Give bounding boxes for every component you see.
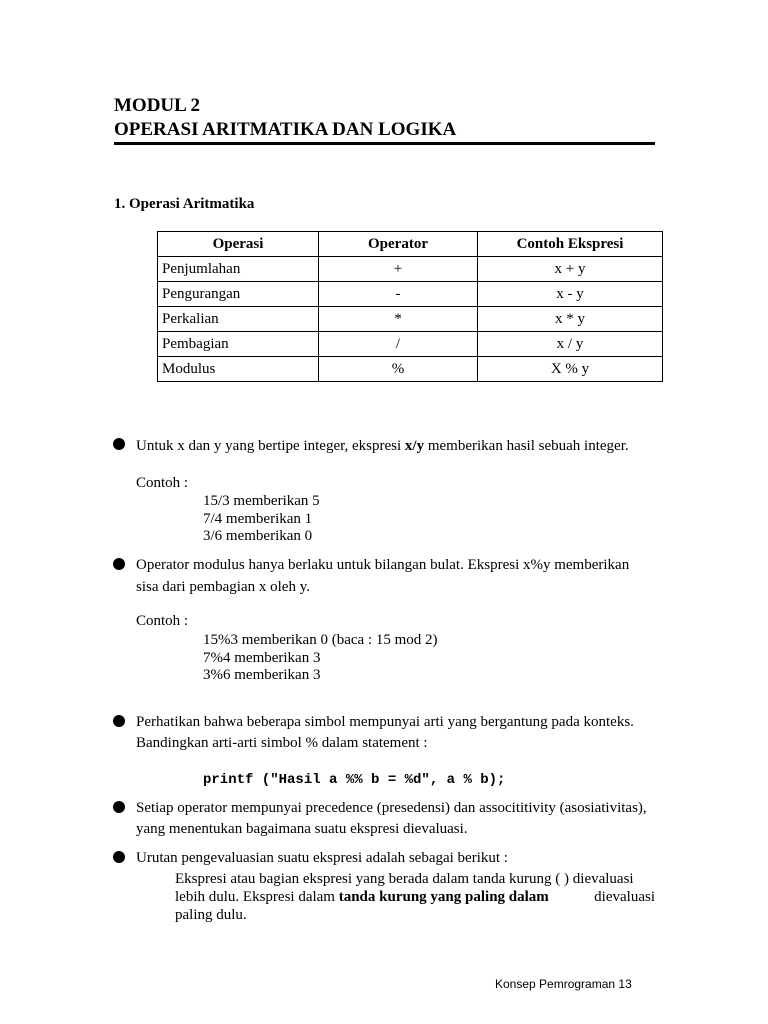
table-cell: Pengurangan [158,282,319,307]
bullet-2-line-2: sisa dari pembagian x oleh y. [136,579,310,595]
table-header-row [158,232,663,257]
table-cell: * [319,307,478,332]
table-cell: Penjumlahan [158,257,319,282]
table-row [158,282,663,307]
bullet-3-line-1: Perhatikan bahwa beberapa simbol mempunyai arti yang bergantung pada konteks. [136,714,634,730]
table-cell: x / y [478,332,663,357]
bullet-5-line-1: Urutan pengevaluasian suatu ekspresi adalah sebagai berikut : [136,850,508,866]
operator-table [157,231,663,382]
bullet-icon [113,558,125,570]
table-row [158,307,663,332]
table-cell: x * y [478,307,663,332]
bullet-2-line-1: Operator modulus hanya berlaku untuk bilangan bulat. Ekspresi x%y memberikan [136,557,630,573]
bullet-5-para-line-2: lebih dulu. Ekspresi dalam tanda kurung yang paling dalam dievaluasi [175,887,655,908]
table-cell: Perkalian [158,307,319,332]
example-line: 3/6 memberikan 0 [203,528,313,544]
page-title: OPERASI ARITMATIKA DAN LOGIKA [114,119,457,140]
title-underline [114,142,655,145]
example-line: 7%4 memberikan 3 [203,650,321,666]
bullet-icon [113,801,125,813]
bullet-4-line-2: yang menentukan bagaimana suatu ekspresi dievaluasi. [136,821,468,837]
table-row [158,357,663,382]
bullet-5-para-line-1: Ekspresi atau bagian ekspresi yang berada dalam tanda kurung ( ) dievaluasi [175,871,634,887]
example-line: 3%6 memberikan 3 [203,667,321,683]
table-row [158,332,663,357]
code-snippet: printf ("Hasil a %% b = %d", a % b); [203,772,506,788]
table-header-cell: Contoh Ekspresi [478,232,663,257]
example-label: Contoh : [136,475,189,491]
bold-expression: x/y [404,438,425,454]
bullet-icon [113,438,125,450]
table-cell: + [319,257,478,282]
table-cell: X % y [478,357,663,382]
table-cell: % [319,357,478,382]
bullet-1-text: Untuk x dan y yang bertipe integer, ekspresi x/y memberikan hasil sebuah integer. [136,438,629,454]
table-row [158,257,663,282]
table-cell: Pembagian [158,332,319,357]
example-line: 15%3 memberikan 0 (baca : 15 mod 2) [203,632,438,648]
bullet-3-line-2: Bandingkan arti-arti simbol % dalam statement : [136,735,428,751]
example-label: Contoh : [136,613,189,629]
module-number: MODUL 2 [114,95,201,116]
bold-phrase: tanda kurung yang paling dalam [338,889,549,905]
table-cell: x + y [478,257,663,282]
bullet-icon [113,715,125,727]
table-cell: - [319,282,478,307]
table-cell: Modulus [158,357,319,382]
table-cell: x - y [478,282,663,307]
page-footer: Konsep Pemrograman 13 [495,977,632,991]
section-heading: 1. Operasi Aritmatika [114,196,255,212]
table-cell: / [319,332,478,357]
example-line: 7/4 memberikan 1 [203,511,313,527]
table-header-cell: Operasi [158,232,319,257]
bullet-4-line-1: Setiap operator mempunyai precedence (presedensi) dan assocititivity (asosiativitas), [136,800,647,816]
bullet-5-para-line-3: paling dulu. [175,907,247,923]
table-header-cell: Operator [319,232,478,257]
bullet-icon [113,851,125,863]
example-line: 15/3 memberikan 5 [203,493,320,509]
